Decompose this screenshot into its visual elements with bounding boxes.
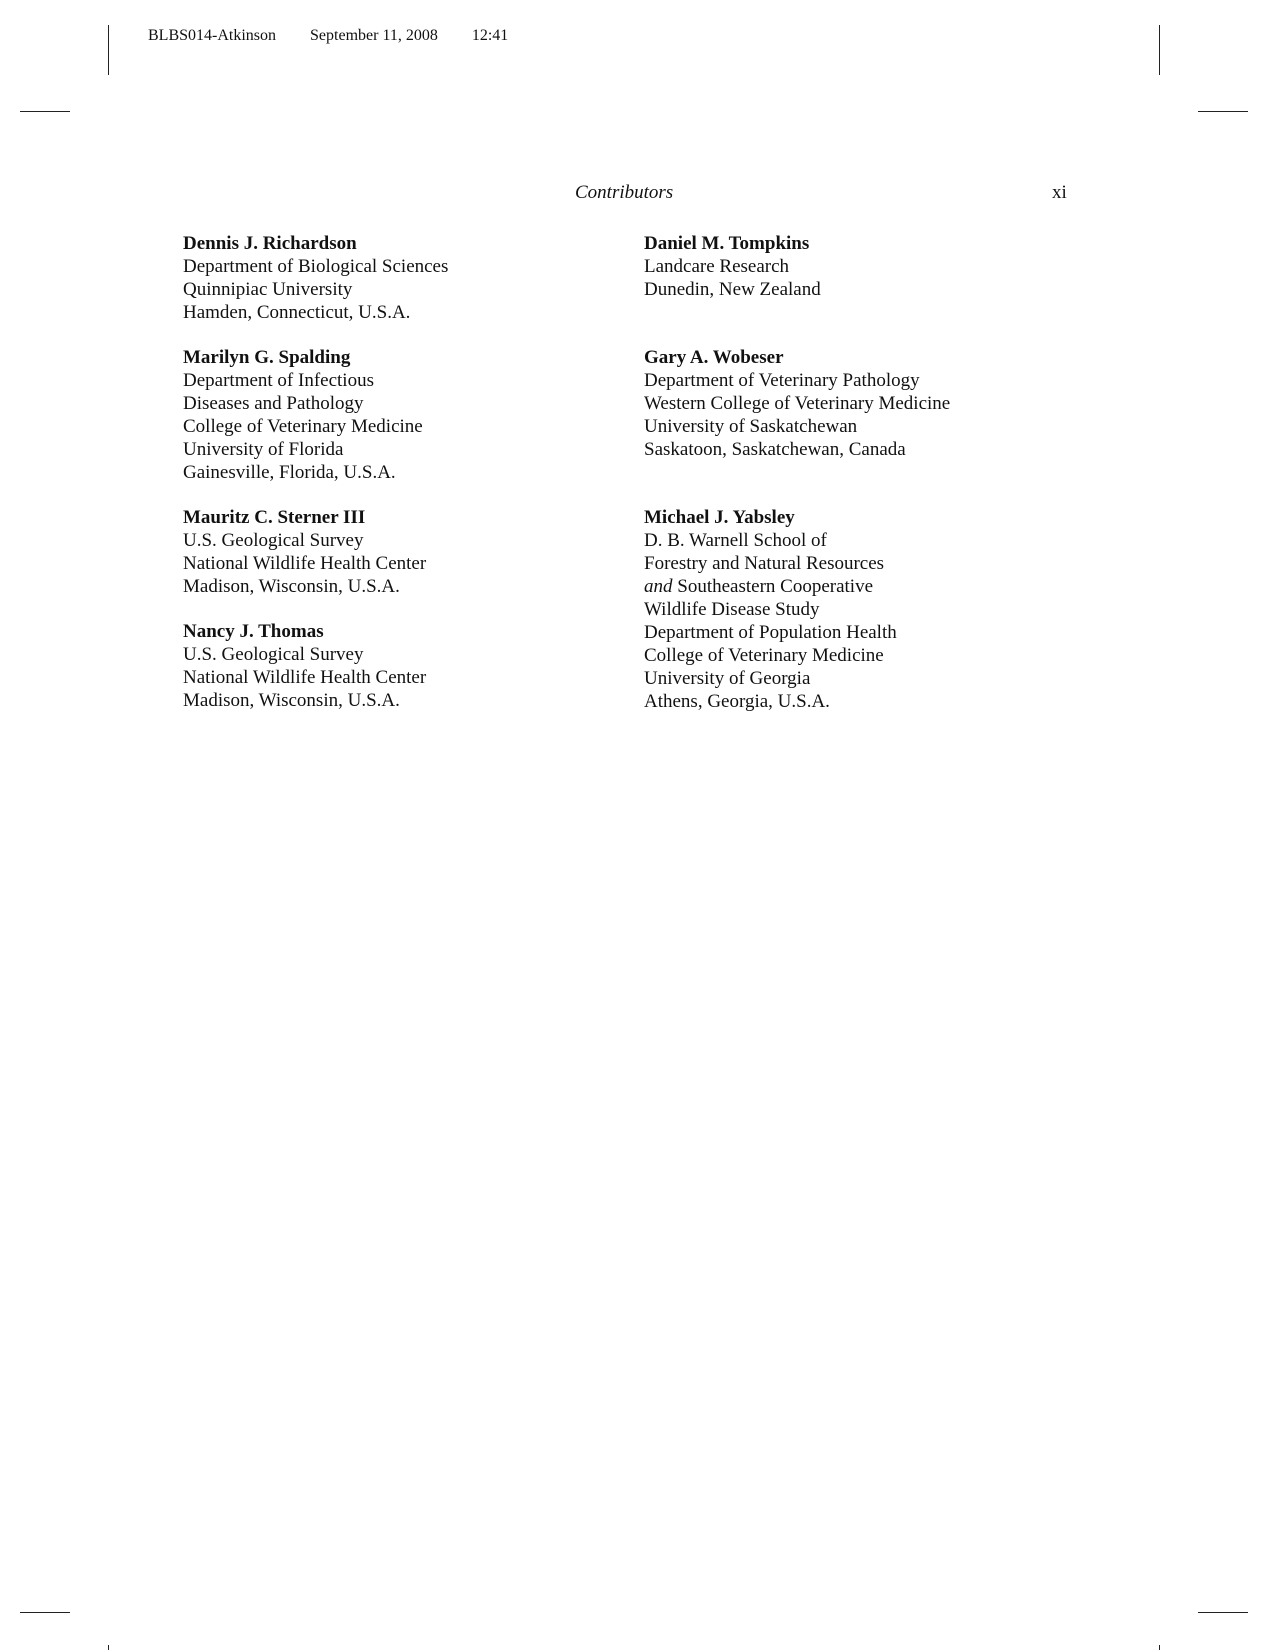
affiliation-line: Department of Veterinary Pathology [644,370,920,391]
contributor-entry [183,346,448,484]
affiliation-line: University of Saskatchewan [644,416,858,437]
running-title: Contributors [575,182,674,203]
affiliation-line: D. B. Warnell School of [644,530,827,551]
slug-code: BLBS014-Atkinson [148,27,277,44]
crop-mark-top-left-horizontal [20,111,70,112]
affiliation-line: Dunedin, New Zealand [644,279,821,300]
slug-date: September 11, 2008 [310,27,438,44]
page-number: xi [1052,182,1067,203]
contributor-name: Daniel M. Tompkins [644,233,810,254]
contributor-name: Michael J. Yabsley [644,507,795,528]
affiliation-line: Madison, Wisconsin, U.S.A. [183,690,400,711]
affiliation-line: Wildlife Disease Study [644,599,820,620]
contributor-entry [183,620,448,712]
contributor-name: Dennis J. Richardson [183,233,357,254]
crop-mark-top-left-vertical [108,25,109,75]
affiliation-line: Athens, Georgia, U.S.A. [644,691,830,712]
affiliation-line: U.S. Geological Survey [183,644,364,665]
crop-mark-top-right-vertical [1159,25,1160,75]
crop-mark-bottom-left-horizontal [20,1612,70,1613]
affiliation-line: National Wildlife Health Center [183,553,427,574]
affiliation-line: Gainesville, Florida, U.S.A. [183,462,396,483]
affiliation-line: Hamden, Connecticut, U.S.A. [183,302,411,323]
affiliation-line: Diseases and Pathology [183,393,364,414]
contributors-right-column [644,232,950,735]
affiliation-line-mixed [644,575,950,598]
affiliation-text: Southeastern Cooperative [672,576,874,597]
affiliation-line: College of Veterinary Medicine [183,416,423,437]
crop-mark-bottom-right-vertical [1159,1645,1160,1650]
printer-slug [148,27,538,45]
affiliation-line: Forestry and Natural Resources [644,553,885,574]
affiliation-line: Landcare Research [644,256,790,277]
crop-mark-top-right-horizontal [1198,111,1248,112]
affiliation-line: College of Veterinary Medicine [644,645,884,666]
contributor-name: Gary A. Wobeser [644,347,784,368]
affiliation-line: National Wildlife Health Center [183,667,427,688]
affiliation-line: University of Georgia [644,668,811,689]
affiliation-line: Department of Biological Sciences [183,256,449,277]
running-head [0,182,1275,206]
contributor-entry [644,346,950,461]
affiliation-line: Department of Population Health [644,622,897,643]
contributor-name: Nancy J. Thomas [183,621,324,642]
affiliation-line: Quinnipiac University [183,279,353,300]
contributor-entry [183,232,448,324]
affiliation-line: Department of Infectious [183,370,374,391]
contributor-entry [644,232,950,301]
affiliation-line: Western College of Veterinary Medicine [644,393,951,414]
contributor-entry [644,506,950,713]
contributor-name: Marilyn G. Spalding [183,347,351,368]
italic-conjunction: and [644,576,673,597]
crop-mark-bottom-right-horizontal [1198,1612,1248,1613]
affiliation-line: Saskatoon, Saskatchewan, Canada [644,439,906,460]
contributor-name: Mauritz C. Sterner III [183,507,366,528]
affiliation-line: U.S. Geological Survey [183,530,364,551]
affiliation-line: University of Florida [183,439,344,460]
affiliation-line: Madison, Wisconsin, U.S.A. [183,576,400,597]
contributors-left-column [183,232,448,734]
contributor-entry [183,506,448,598]
slug-time: 12:41 [471,27,509,44]
crop-mark-bottom-left-vertical [108,1645,109,1650]
